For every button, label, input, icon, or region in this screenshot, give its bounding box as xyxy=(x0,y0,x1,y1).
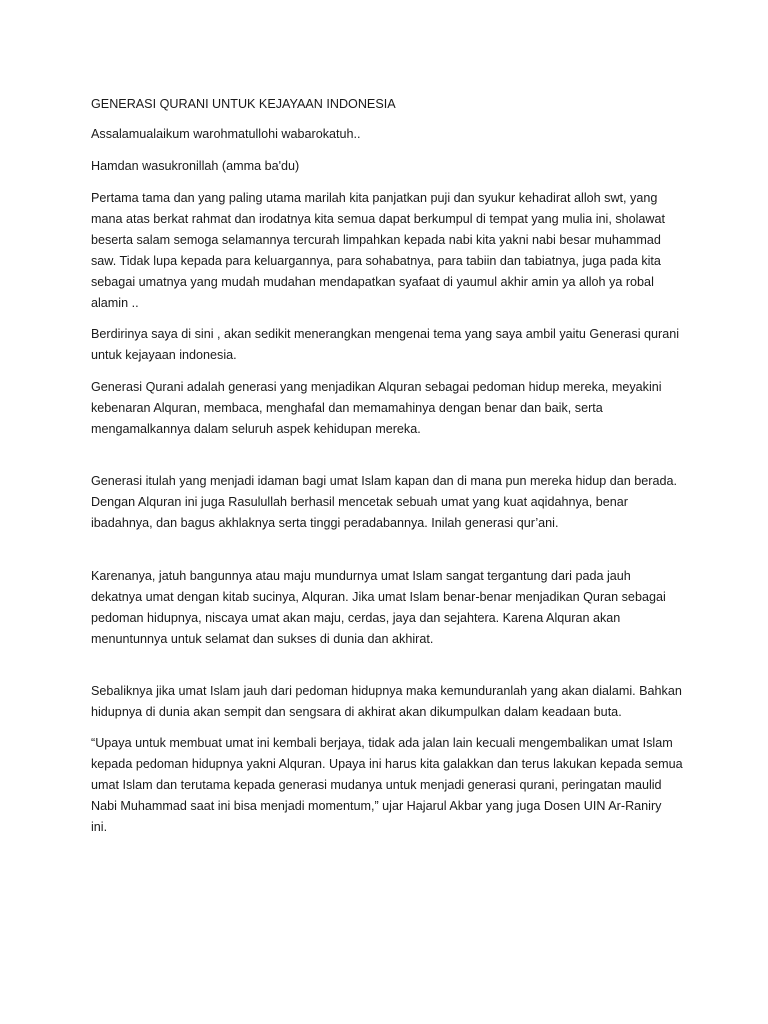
document-body xyxy=(91,94,691,838)
greeting-line: Assalamualaikum warohmatullohi wabarokatuh.. xyxy=(91,127,361,141)
paragraph: Karenanya, jatuh bangunnya atau maju mundurnya umat Islam sangat tergantung dari pada jauh dekatnya umat dengan kitab sucinya, Alquran. Jika umat Islam benar-benar menjadikan Quran sebagai pedoman hidupnya, niscaya umat akan maju, cerdas, jaya dan sejahtera. Karena Alquran akan menuntunnya untuk selamat dan sukses di dunia dan akhirat. xyxy=(91,569,666,646)
quote-paragraph: “Upaya untuk membuat umat ini kembali berjaya, tidak ada jalan lain kecuali mengembalikan umat Islam kepada pedoman hidupnya yakni Alquran. Upaya ini harus kita galakkan dan terus lakukan kepada semua umat Islam dan terutama kepada generasi mudanya untuk menjadi generasi qurani, peringatan maulid Nabi Muhammad saat ini bisa menjadi momentum,” ujar Hajarul Akbar yang juga Dosen UIN Ar-Raniry ini. xyxy=(91,736,683,834)
document-title: GENERASI QURANI UNTUK KEJAYAAN INDONESIA xyxy=(91,97,396,111)
opening-line: Hamdan wasukronillah (amma ba'du) xyxy=(91,159,300,173)
paragraph: Berdirinya saya di sini , akan sedikit menerangkan mengenai tema yang saya ambil yaitu Generasi qurani untuk kejayaan indonesia. xyxy=(91,327,680,362)
paragraph: Generasi itulah yang menjadi idaman bagi umat Islam kapan dan di mana pun mereka hidup dan berada. Dengan Alquran ini juga Rasulullah berhasil mencetak sebuah umat yang kuat aqidahnya, benar ibadahnya, dan bagus akhlaknya serta tinggi peradabannya. Inilah generasi qur’ani. xyxy=(91,474,677,530)
paragraph: Generasi Qurani adalah generasi yang menjadikan Alquran sebagai pedoman hidup mereka, meyakini kebenaran Alquran, membaca, menghafal dan memamahinya dengan benar dan baik, serta mengamalkannya dalam seluruh aspek kehidupan mereka. xyxy=(91,380,662,436)
paragraph: Pertama tama dan yang paling utama marilah kita panjatkan puji dan syukur kehadirat alloh swt, yang mana atas berkat rahmat dan irodatnya kita semua dapat berkumpul di tempat yang mulia ini, sholawat beserta salam semoga selamannya tercurah limpahkan kepada nabi kita yakni nabi besar muhammad saw. Tidak lupa kepada para keluargannya, para sohabatnya, para tabiin dan tabiatnya, juga pada kita sebagai umatnya yang mudah mudahan mendapatkan syafaat di yaumul akhir amin ya alloh ya robal alamin .. xyxy=(91,191,666,310)
paragraph: Sebaliknya jika umat Islam jauh dari pedoman hidupnya maka kemunduranlah yang akan dialami. Bahkan hidupnya di dunia akan sempit dan sengsara di akhirat akan dikumpulkan dalam keadaan buta. xyxy=(91,684,682,719)
